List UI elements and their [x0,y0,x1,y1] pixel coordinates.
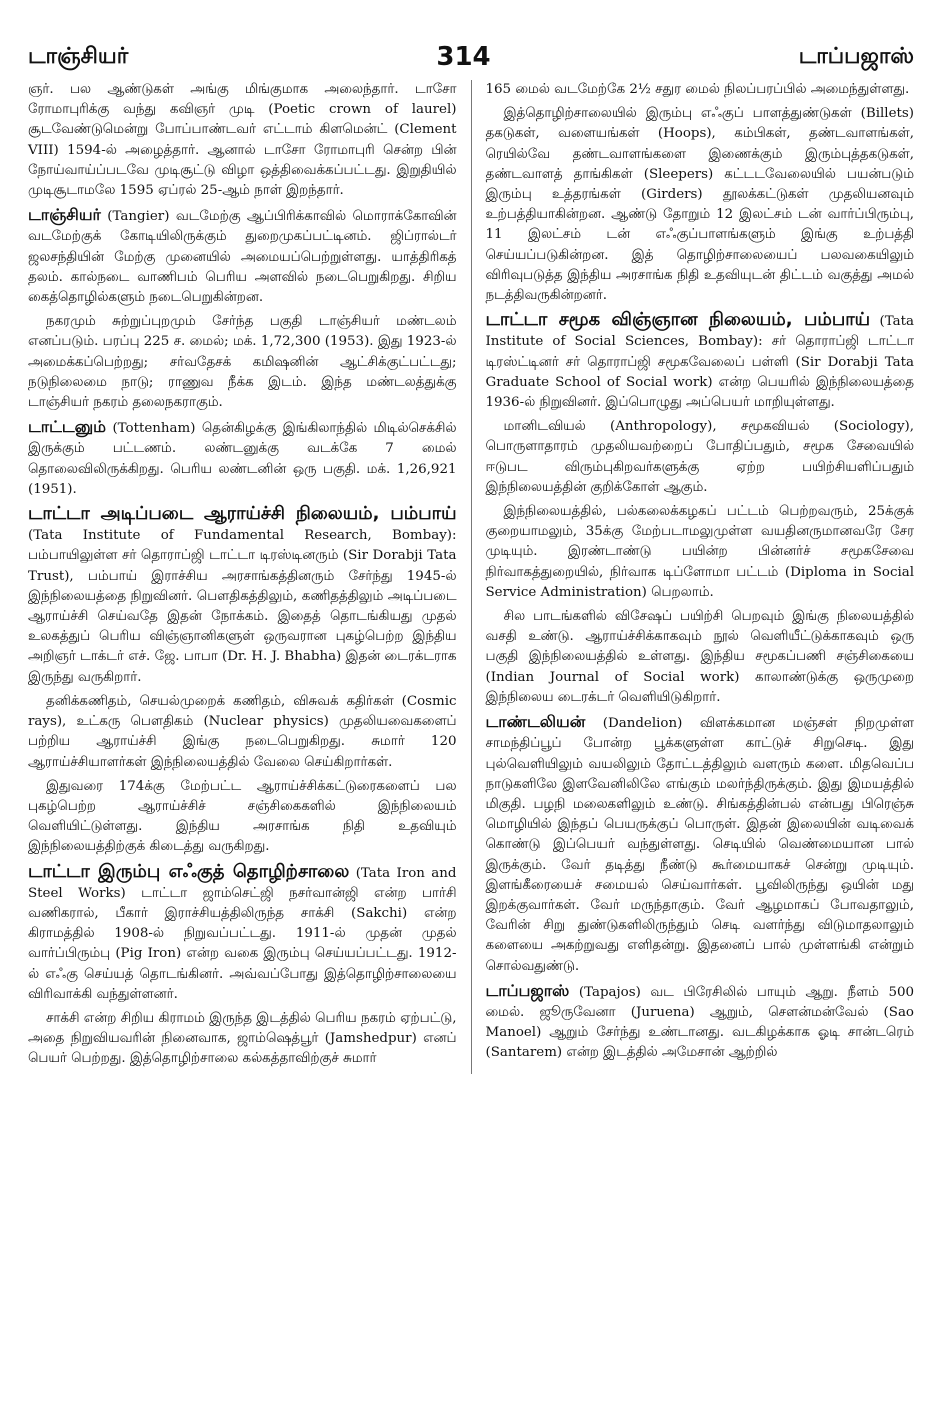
entry-tata-iron-steel [28,862,457,1005]
right-guide-word: டாப்பஜாஸ் [798,44,914,69]
entry-body: (Dandelion) விளக்கமான மஞ்சள் நிறமுள்ள சாமந்திப்பூப் போன்ற பூக்களுள்ள காட்டுச் சிறுசெடி. இது புல்வெளியிலும் வயலிலும் தோட்டத்திலும் வளரும் களை. மிதவெப்ப நாடுகளிலே இளவேனிலிலே எங்கும் மலர்ந்திருக்கும். இது இமயத்தில் மிகுதி. பழநி மலைகளிலும் உண்டு. சிங்கத்தின்பல் என்பது பிரெஞ்சு மொழியில் இந்தப் பெயருக்குப் பொருள். இதன் இலையின் வடிவைக் கொண்டு இப்பெயர் வந்துள்ளது. செடியில் வெண்மையான பால் இருக்கும். வேர் தடித்து நீண்டு கூர்மையாகச் சென்று முடியும். இளங்கீரையைச் சமையல் செய்வார்கள். பூவிலிருந்து ஒயின் மது இறக்குவார்கள். வேர் மருந்தாகும். வேர் ஆழமாகப் போவதாலும், வேரின் சிறு துண்டுகளிலிருந்தும் செடி வளர்ந்து விடுமாதலாலும் களையை அகற்றுவது எளிதன்று. இதனைப் பால் முள்ளங்கி என்றும் சொல்வதுண்டு. [485,716,914,974]
entry-paragraph: நகரமும் சுற்றுப்புறமும் சேர்ந்த பகுதி டாஞ்சியர் மண்டலம் எனப்படும். பரப்பு 225 ச. மைல்; மக். 1,72,300 (1953). இது 1923-ல் அமைக்கப்பெற்றது; சர்வதேசக் கமிஷனின் ஆட்சிக்குட்பட்டது; நடுநிலைமை நாடு; ராணுவ நீக்க இடம். இந்த மண்டலத்துக்கு டாஞ்சியர் நகரம் தலைநகராகும். [28,314,457,411]
entry-tapajos [486,981,915,1064]
entry-paragraph: இந்நிலையத்தில், பல்கலைக்கழகப் பட்டம் பெற்றவரும், 25க்குக் குறையாமலும், 35க்கு மேற்படாமலுமுள்ள வயதினருமானவரே சேர முடியும். இரண்டாண்டு பயின்ற பின்னர்ச் சமூகசேவை நிர்வாகத்துறையில், நிர்வாக டிப்ளோமா பட்டம் (Diploma in Social Service Administration) பெறலாம். [485,504,914,600]
entry-body: (Tata Institute of Fundamental Research, Bombay): பம்பாயிலுள்ள சர் தொராப்ஜி டாட்டா டிரஸ்டினரும் (Sir Dorabji Tata Trust), பம்பாய் இராச்சிய அரசாங்கத்தினரும் சேர்ந்து 1945-ல் இந்நிலையத்தை நிறுவினர். பௌதிகத்திலும், கணிதத்திலும் அடிப்படை ஆராய்ச்சி செய்வதே இதன் நோக்கம். இதைத் தொடங்கியது முதல் உலகத்துப் பெரிய விஞ்ஞானிகளுள் ஒருவரான புகழ்பெற்ற இந்திய அறிஞர் டாக்டர் எச். ஜே. பாபா (Dr. H. J. Bhabha) இதன் டைரக்டராக இருந்து வருகிறார். [28,528,457,685]
left-column [28,80,472,1074]
entry-paragraph: தனிக்கணிதம், செயல்முறைக் கணிதம், விசுவக் கதிர்கள் (Cosmic rays), உட்கரு பௌதிகம் (Nuclear physics) முதலியவைகளைப் பற்றிய ஆராய்ச்சி இங்கு நடைபெறுகிறது. சுமார் 120 ஆராய்ச்சியாளர்கள் இந்நிலையத்தில் வேலை செய்கிறார்கள். [28,693,457,770]
entry-headword: டாஞ்சியர் [28,205,101,225]
columns [28,80,914,1074]
continued-paragraph: 165 மைல் வடமேற்கே 2½ சதுர மைல் நிலப்பரப்பில் அமைந்துள்ளது. [485,82,910,97]
entry-paragraph: இதுவரை 174க்கு மேற்பட்ட ஆராய்ச்சிக்கட்டுரைகளைப் பல புகழ்பெற்ற ஆராய்ச்சிச் சஞ்சிகைகளில் இந்நிலையம் வெளியிட்டுள்ளது. இந்திய அரசாங்க நிதி உதவியும் இந்நிலையத்திற்குக் கிடைத்து வருகிறது. [28,778,457,855]
entry-paragraph: மானிடவியல் (Anthropology), சமூகவியல் (Sociology), பொருளாதாரம் முதலியவற்றைப் போதிப்பதும், சமூக சேவையில் ஈடுபட விரும்புகிறவர்களுக்கு ஏற்ற பயிற்சியளிப்பதும் இந்நிலையத்தின் குறிக்கோள் ஆகும். [485,419,914,495]
entry-tata-fundamental-research [28,504,457,688]
entry-headword: டாட்டனும் [28,417,106,437]
entry-body: (Tangier) வடமேற்கு ஆப்பிரிக்காவில் மொராக்கோவின் வடமேற்குக் கோடியிலிருக்கும் துறைமுகப்பட்டினம். ஜிப்ரால்டர் ஜலசந்தியின் மேற்கு முனையில் அமையப்பெற்றுள்ளது. யாத்திரிகத் தலம். கால்நடை வாணிபம் பெரிய அளவில் நடைபெறுகிறது. சிறிய கைத்தொழில்களும் நடைபெறுகின்றன. [28,209,457,306]
entry-headword: டாட்டா சமூக விஞ்ஞான நிலையம், பம்பாய் [485,309,871,331]
entry-paragraph: இத்தொழிற்சாலையில் இரும்பு எஃகுப் பாளத்துண்டுகள் (Billets) தகடுகள், வளையங்கள் (Hoops), கம்பிகள், தண்டவாளங்கள், ரெயில்வே தண்டவாளங்களை இணைக்கும் இரும்புத்தகடுகள், தண்டவாளத் தாங்கிகள் (Sleepers) கட்டடவேலையில் பயன்படும் இரும்பு உத்தரங்கள் (Girders) தூலக்கட்டுகள் முதலியனவும் உற்பத்தியாகின்றன. ஆண்டு தோறும் 12 இலட்சம் டன் வார்ப்பிரும்பு, 11 இலட்சம் டன் எஃகுப்பாளங்களும் இங்கு உற்பத்தி செய்யப்படுகின்றன. இத் தொழிற்சாலையைப் பலவகையிலும் விரிவுபடுத்த இந்திய அரசாங்க நிதி உதவியுடன் திட்டம் வகுத்து அமல் நடத்திவருகின்றனர். [485,106,914,304]
right-column [472,80,915,1074]
entry-body: (Tapajos) வட பிரேசிலில் பாயும் ஆறு. நீளம் 500 மைல். ஜூருவேனா (Juruena) ஆறும், சௌன்மன்வேல் (Sao Manoel) ஆறும் சேர்ந்து உண்டானது. வடகிழக்காக ஓடி சான்டரெம் (Santarem) என்ற இடத்தில் அமேசான் ஆற்றில் [485,984,914,1061]
page-header [28,28,914,72]
entry-headword: டாப்பஜாஸ் [485,980,570,1000]
left-guide-word: டாஞ்சியர் [28,44,129,69]
entry-body: (Tottenham) தென்கிழக்கு இங்கிலாந்தில் மிடில்செக்சில் இருக்கும் பட்டணம். லண்டனுக்கு வடக்கே 7 மைல் தொலைவிலிருக்கிறது. பெரிய லண்டனின் ஒரு பகுதி. மக். 1,26,921 (1951). [28,421,457,497]
entry-headword: டாட்டா இரும்பு எஃகுத் தொழிற்சாலை [28,860,350,882]
entry-paragraph: சில பாடங்களில் விசேஷப் பயிற்சி பெறவும் இங்கு நிலையத்தில் வசதி உண்டு. ஆராய்ச்சிக்காகவும் நூல் வெளியீட்டுக்காகவும் ஒரு பகுதி இந்நிலையத்தில் உள்ளது. இந்திய சமூகப்பணி சஞ்சிகையை (Indian Journal of Social work) காலாண்டுக்கு ஒருமுறை இந்நிலைய டைரக்டர் வெளியிடுகிறார். [485,609,914,705]
entry-tangier [28,205,457,308]
entry-headword: டாட்டா அடிப்படை ஆராய்ச்சி நிலையம், பம்பாய் [28,503,457,525]
entry-tata-social-sciences [486,310,915,413]
continued-paragraph: ஞர். பல ஆண்டுகள் அங்கு மிங்குமாக அலைந்தார். டாசோ ரோமாபுரிக்கு வந்து கவிஞர் முடி (Poetic crown of laurel) சூடவேண்டுமென்று போப்பாண்டவர் எட்டாம் கிளமென்ட் (Clement VIII) 1594-ல் அழைத்தார். ஆனால் டாசோ ரோமாபுரி சென்ற பின் நோய்வாய்ப்படவே முடிசூட்டு விழா ஒத்திவைக்கப்பட்டது. இறுதியில் முடிசூடாமலே 1595 ஏப்ரல் 25-ஆம் நாள் இறந்தார். [28,82,457,199]
entry-body: (Tata Institute of Social Sciences, Bombay): சர் தொராப்ஜி டாட்டா டிரஸ்ட்டினர் சர் தொராப்ஜி சமூகவேலைப் பள்ளி (Sir Dorabji Tata Graduate School of Social work) என்ற பெயரில் இந்நிலையத்தை 1936-ல் நிறுவினர். இப்பொழுது அப்பெயர் மாறியுள்ளது. [485,314,914,411]
entry-body: (Tata Iron and Steel Works) டாட்டா ஜாம்செட்ஜி நசர்வான்ஜி என்ற பார்சி வணிகரால், பீகார் இராச்சியத்திலிருந்த சாக்சி (Sakchi) என்ற கிராமத்தில் 1908-ல் நிறுவப்பட்டது. 1911-ல் முதன் முதல் வார்ப்பிரும்பு (Pig Iron) என்ற வகை இரும்பு செய்யப்பட்டது. 1912-ல் எஃகு செய்யத் தொடங்கினர். அவ்வப்போது இத்தொழிற்சாலையை விரிவாக்கி வந்துள்ளனர். [28,865,457,1002]
entry-dandelion [486,712,915,977]
page-number: 314 [436,42,491,72]
entry-tottenham [28,417,457,500]
entry-headword: டாண்டலியன் [485,712,586,732]
entry-paragraph: சாக்சி என்ற சிறிய கிராமம் இருந்த இடத்தில் பெரிய நகரம் ஏற்பட்டு, அதை நிறுவியவரின் நினைவாக, ஜாம்ஷெத்பூர் (Jamshedpur) எனப் பெயர் பெற்றது. இத்தொழிற்சாலை கல்கத்தாவிற்குச் சுமார் [28,1010,457,1067]
